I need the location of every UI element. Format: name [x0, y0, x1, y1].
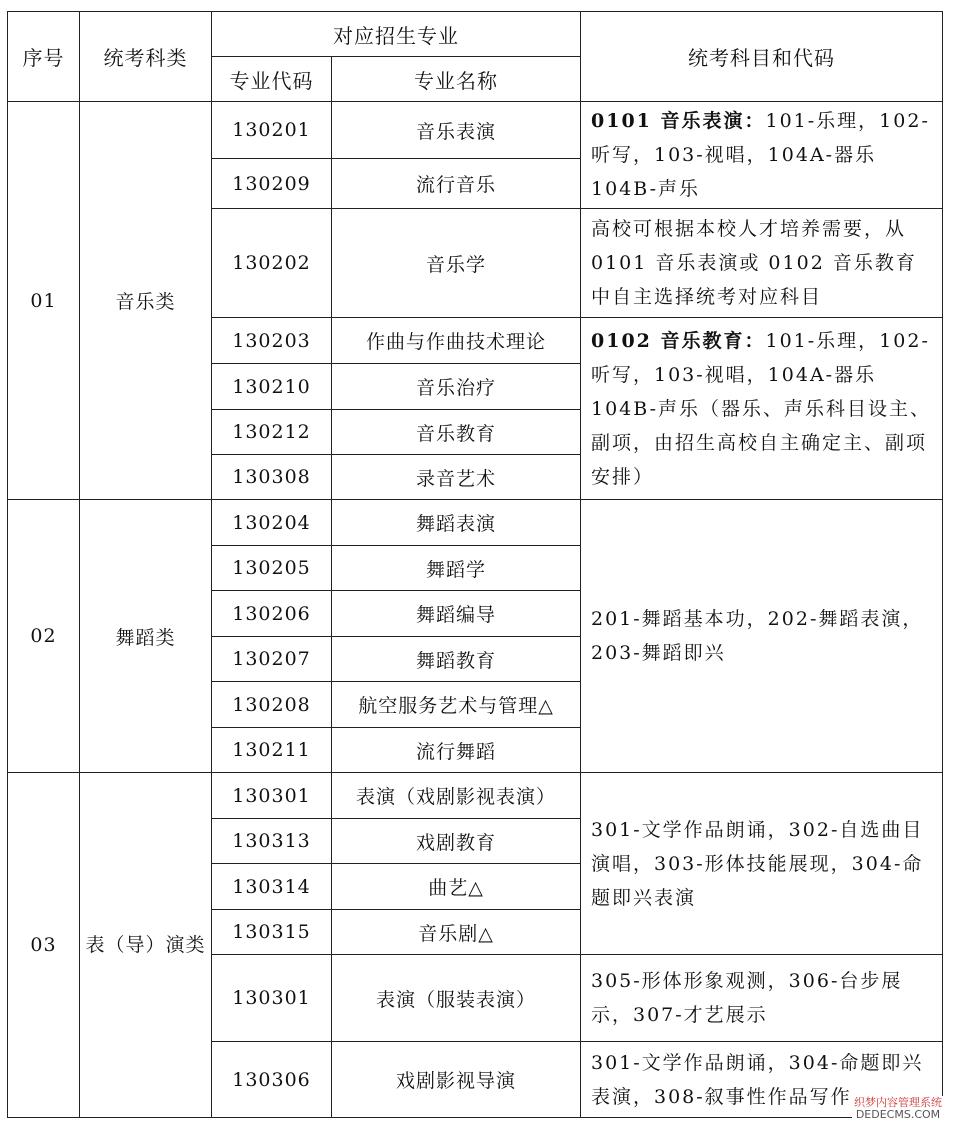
major-code: 130204	[212, 500, 332, 546]
major-code: 130314	[212, 864, 332, 910]
subjects-cell	[581, 500, 943, 773]
group-category: 表（导）演类	[80, 773, 212, 1118]
subjects-bold: 0101 音乐表演：	[591, 110, 766, 132]
header-major-name: 专业名称	[332, 57, 581, 102]
major-code: 130206	[212, 591, 332, 637]
subjects-text: 301-文学作品朗诵，302-自选曲目演唱，303-形体技能展现，304-命题即兴表演	[591, 818, 924, 909]
major-code: 130202	[212, 209, 332, 318]
major-name: 音乐治疗	[332, 364, 581, 410]
major-name: 音乐教育	[332, 410, 581, 455]
watermark-line2: DEDECMS.COM	[855, 1108, 941, 1121]
major-name: 音乐学	[332, 209, 581, 318]
watermark-line1: 织梦内容管理系统	[854, 1096, 942, 1109]
major-name: 表演（戏剧影视表演）	[332, 773, 581, 819]
major-code: 130201	[212, 102, 332, 159]
enrollment-table	[7, 11, 943, 1118]
subjects-text: 305-形体形象观测，306-台步展示，307-才艺展示	[591, 970, 903, 1026]
subjects-cell	[581, 209, 943, 318]
header-subjects: 统考科目和代码	[581, 12, 943, 102]
major-code: 130315	[212, 910, 332, 955]
major-name: 舞蹈教育	[332, 637, 581, 682]
major-code: 130301	[212, 955, 332, 1042]
major-name: 舞蹈编导	[332, 591, 581, 637]
group-seq: 03	[8, 773, 80, 1118]
major-code: 130212	[212, 410, 332, 455]
major-name: 舞蹈表演	[332, 500, 581, 546]
major-name: 戏剧影视导演	[332, 1042, 581, 1118]
major-code: 130208	[212, 682, 332, 728]
subjects-text: 301-文学作品朗诵，304-命题即兴表演，308-叙事性作品写作	[591, 1051, 924, 1108]
subjects-text: 101-乐理，102-听写，103-视唱，104A-器乐 104B-声乐	[591, 110, 930, 200]
major-code: 130211	[212, 728, 332, 773]
header-major-code: 专业代码	[212, 57, 332, 102]
subjects-text: 201-舞蹈基本功，202-舞蹈表演，203-舞蹈即兴	[591, 608, 924, 664]
major-code: 130301	[212, 773, 332, 819]
group-category: 舞蹈类	[80, 500, 212, 773]
major-name: 流行舞蹈	[332, 728, 581, 773]
major-name: 曲艺△	[332, 864, 581, 910]
subjects-bold: 0102 音乐教育：	[591, 329, 766, 352]
major-code: 130207	[212, 637, 332, 682]
header-category: 统考科类	[80, 12, 212, 102]
major-name: 航空服务艺术与管理△	[332, 682, 581, 728]
subjects-cell	[581, 773, 943, 955]
major-name: 音乐剧△	[332, 910, 581, 955]
major-code: 130205	[212, 546, 332, 591]
header-major-group: 对应招生专业	[212, 12, 581, 57]
group-seq: 02	[8, 500, 80, 773]
major-name: 舞蹈学	[332, 546, 581, 591]
major-name: 音乐表演	[332, 102, 581, 159]
subjects-cell	[581, 955, 943, 1042]
major-name: 录音艺术	[332, 455, 581, 500]
subjects-text: 101-乐理，102-听写，103-视唱，104A-器乐 104B-声乐（器乐、声乐科目设主、副项，由招生高校自主确定主、副项安排）	[591, 329, 932, 488]
major-code: 130203	[212, 318, 332, 364]
header-seq: 序号	[8, 12, 80, 102]
major-code: 130308	[212, 455, 332, 500]
major-name: 戏剧教育	[332, 819, 581, 864]
major-code: 130209	[212, 159, 332, 209]
subjects-cell	[581, 102, 943, 209]
watermark	[852, 1096, 944, 1122]
major-name: 流行音乐	[332, 159, 581, 209]
subjects-text: 高校可根据本校人才培养需要，从0101 音乐表演或 0102 音乐教育中自主选择统考对应科目	[591, 218, 917, 308]
major-name: 作曲与作曲技术理论	[332, 318, 581, 364]
major-code: 130210	[212, 364, 332, 410]
group-category: 音乐类	[80, 102, 212, 500]
major-code: 130313	[212, 819, 332, 864]
major-code: 130306	[212, 1042, 332, 1118]
subjects-cell	[581, 318, 943, 500]
group-seq: 01	[8, 102, 80, 500]
major-name: 表演（服装表演）	[332, 955, 581, 1042]
